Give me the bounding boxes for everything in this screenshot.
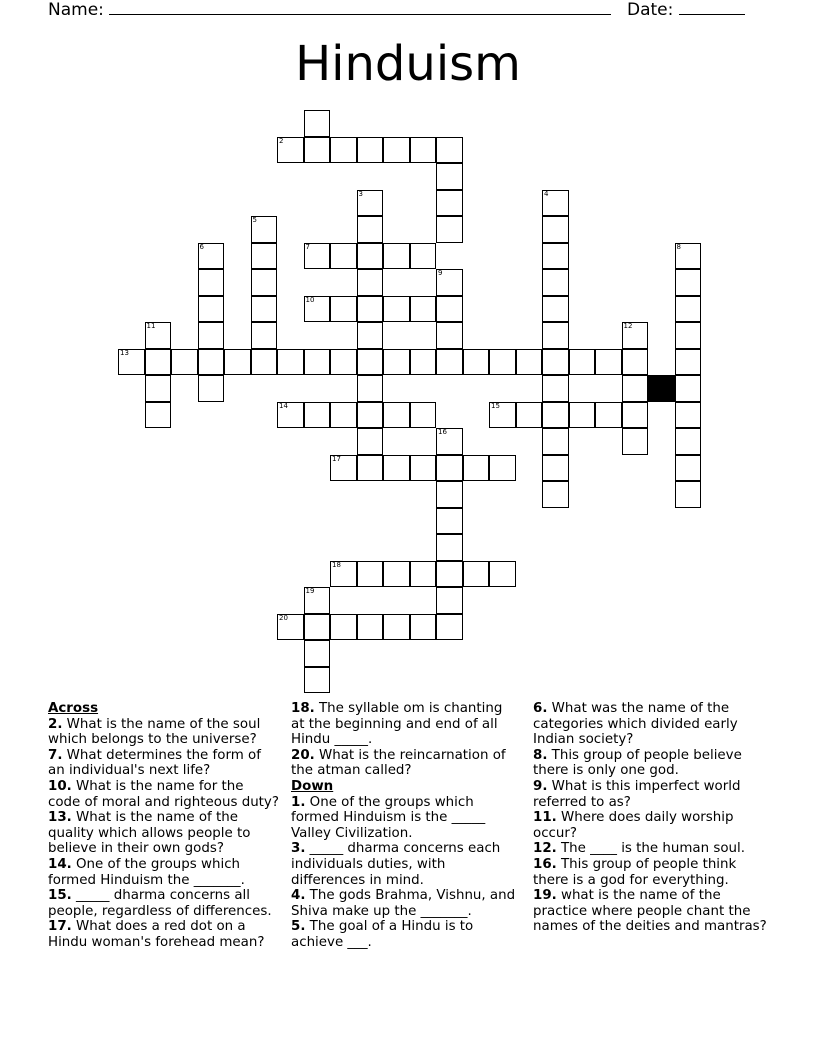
clues-column-3 (533, 701, 768, 935)
grid-cell[interactable] (145, 349, 172, 376)
down-clue-list (291, 795, 516, 951)
grid-cell[interactable] (357, 269, 384, 296)
clues-column-2 (291, 701, 516, 951)
grid-cell[interactable] (118, 349, 145, 376)
grid-cell[interactable] (330, 402, 357, 429)
grid-cell[interactable] (277, 137, 304, 164)
clue-number: 5 (252, 216, 257, 224)
date-line[interactable] (679, 0, 745, 15)
clue-text: _____ dharma concerns all people, regardless of differences. (48, 888, 272, 919)
clue-text: What is the name for the code of moral and righteous duty? (48, 778, 279, 810)
grid-cell[interactable] (410, 243, 437, 270)
grid-cell[interactable] (410, 455, 437, 482)
grid-cell[interactable] (436, 163, 463, 190)
clue-number: 19 (305, 587, 315, 595)
clue-number-label: 19. (533, 888, 557, 904)
clue-number-label: 14. (48, 856, 72, 872)
page-title: Hinduism (295, 36, 521, 92)
clue-number: 3 (358, 189, 363, 198)
grid-cell[interactable] (410, 296, 437, 323)
name-label: Name: (48, 0, 104, 20)
clue (48, 717, 280, 748)
name-field[interactable] (48, 0, 611, 20)
grid-cell[interactable] (542, 481, 569, 508)
grid-cell[interactable] (383, 296, 410, 323)
grid-cell[interactable] (357, 349, 384, 376)
grid-cell[interactable] (304, 402, 331, 429)
grid-cell[interactable] (675, 243, 702, 270)
grid-cell[interactable] (330, 455, 357, 482)
grid-cell[interactable] (383, 561, 410, 588)
across-heading: Across (48, 701, 99, 716)
clue-number-label: 5. (291, 919, 306, 935)
clue-text: what is the name of the practice where people chant the names of the deities and mantras? (533, 888, 767, 935)
clue-text: What is the reincarnation of the atman called? (291, 747, 506, 779)
clue (533, 857, 768, 888)
clue-number-label: 20. (291, 747, 315, 763)
grid-cell[interactable] (251, 269, 278, 296)
grid-cell[interactable] (436, 322, 463, 349)
clue-number-label: 16. (533, 856, 557, 872)
clue-text: One of the groups which formed Hinduism is the _____ Valley Civilization. (291, 794, 486, 841)
clue-text: What was the name of the categories which divided early Indian society? (533, 701, 738, 748)
down-heading: Down (291, 778, 334, 794)
clue-number-label: 17. (48, 919, 72, 935)
grid-cell[interactable] (569, 402, 596, 429)
clue-number-label: 1. (291, 794, 306, 810)
grid-cell[interactable] (304, 296, 331, 323)
grid-cell[interactable] (145, 402, 172, 429)
clue-number-label: 18. (291, 701, 315, 716)
grid-cell[interactable] (436, 534, 463, 561)
clue-number-label: 2. (48, 716, 63, 732)
grid-cell[interactable] (251, 349, 278, 376)
grid-cell[interactable] (198, 243, 225, 270)
clue (48, 810, 280, 857)
clue (291, 701, 516, 748)
clue-number: 10 (305, 295, 315, 304)
clue (291, 748, 516, 779)
grid-cell[interactable] (383, 455, 410, 482)
grid-cell[interactable] (251, 322, 278, 349)
grid-cell[interactable] (410, 561, 437, 588)
clue-text: The ____ is the human soul. (556, 841, 745, 857)
grid-cell[interactable] (330, 614, 357, 641)
clue-number-label: 13. (48, 810, 72, 826)
clue-number: 7 (305, 242, 310, 251)
clue (48, 888, 280, 919)
clue (48, 779, 280, 810)
across-clue-list (48, 717, 280, 951)
grid-cell[interactable] (675, 269, 702, 296)
clue (533, 841, 768, 857)
grid-cell[interactable] (489, 402, 516, 429)
grid-cell[interactable] (542, 190, 569, 217)
clue (533, 810, 768, 841)
grid-cell[interactable] (357, 614, 384, 641)
clue-number-label: 11. (533, 810, 557, 826)
grid-cell[interactable] (198, 375, 225, 402)
grid-cell[interactable] (542, 375, 569, 402)
grid-cell[interactable] (436, 481, 463, 508)
clue (533, 779, 768, 810)
grid-cell[interactable] (251, 216, 278, 243)
grid-cell[interactable] (675, 428, 702, 455)
across-clue-list-continued (291, 701, 516, 779)
grid-cell[interactable] (516, 349, 543, 376)
grid-cell[interactable] (675, 481, 702, 508)
clue-text: This group of people think there is a god for everything. (533, 856, 737, 888)
clues-column-1 (48, 701, 280, 951)
clue-text: The syllable om is chanting at the beginning and end of all Hindu _____. (291, 701, 503, 748)
grid-cell[interactable] (304, 667, 331, 694)
grid-cell[interactable] (304, 110, 331, 137)
grid-cell[interactable] (436, 561, 463, 588)
grid-cell[interactable] (330, 296, 357, 323)
clue-number: 16 (438, 428, 447, 436)
grid-cell[interactable] (357, 190, 384, 217)
clue-number: 13 (120, 348, 129, 357)
clue-number: 17 (332, 454, 341, 463)
clue-text: One of the groups which formed Hinduism the _______. (48, 856, 245, 888)
grid-cell[interactable] (304, 243, 331, 270)
grid-cell[interactable] (436, 614, 463, 641)
clue-number-label: 8. (533, 747, 548, 763)
grid-cell[interactable] (436, 508, 463, 535)
grid-cell[interactable] (145, 322, 172, 349)
grid-cell[interactable] (171, 349, 198, 376)
grid-cell[interactable] (436, 587, 463, 614)
grid-cell[interactable] (622, 322, 649, 349)
grid-cell[interactable] (304, 349, 331, 376)
clue (291, 888, 516, 919)
clue-number: 9 (438, 269, 443, 277)
grid-cell[interactable] (675, 455, 702, 482)
clue (533, 888, 768, 935)
grid-cell[interactable] (622, 428, 649, 455)
grid-cell[interactable] (436, 269, 463, 296)
grid-cell[interactable] (436, 349, 463, 376)
grid-cell[interactable] (251, 296, 278, 323)
clue-number: 12 (623, 322, 633, 330)
grid-cell[interactable] (277, 614, 304, 641)
grid-cell[interactable] (198, 322, 225, 349)
clue (291, 919, 516, 950)
clue-number-label: 12. (533, 841, 557, 857)
grid-cell[interactable] (463, 561, 490, 588)
grid-cell[interactable] (383, 349, 410, 376)
grid-cell[interactable] (595, 349, 622, 376)
clue-number: 2 (279, 136, 284, 145)
grid-cell[interactable] (357, 322, 384, 349)
grid-cell[interactable] (436, 137, 463, 164)
grid-cell[interactable] (410, 614, 437, 641)
grid-cell[interactable] (489, 349, 516, 376)
grid-cell[interactable] (145, 375, 172, 402)
grid-cell[interactable] (357, 216, 384, 243)
grid-cell[interactable] (251, 243, 278, 270)
clue-text: What is this imperfect world referred to as? (533, 778, 741, 810)
grid-cell[interactable] (542, 349, 569, 376)
clue-number-label: 10. (48, 778, 72, 794)
black-square (648, 375, 675, 402)
grid-cell[interactable] (357, 375, 384, 402)
clue (48, 748, 280, 779)
grid-cell[interactable] (357, 243, 384, 270)
grid-cell[interactable] (569, 349, 596, 376)
grid-cell[interactable] (357, 137, 384, 164)
grid-cell[interactable] (675, 322, 702, 349)
grid-cell[interactable] (489, 561, 516, 588)
grid-cell[interactable] (595, 402, 622, 429)
grid-cell[interactable] (198, 269, 225, 296)
grid-cell[interactable] (622, 375, 649, 402)
grid-cell[interactable] (436, 455, 463, 482)
date-field[interactable] (627, 0, 745, 20)
clue-text: _____ dharma concerns each individuals duties, with differences in mind. (291, 841, 501, 888)
grid-cell[interactable] (304, 614, 331, 641)
clue-number: 8 (676, 242, 681, 251)
grid-cell[interactable] (277, 402, 304, 429)
grid-cell[interactable] (383, 614, 410, 641)
clue (48, 919, 280, 950)
clue-text: What does a red dot on a Hindu woman's forehead mean? (48, 919, 265, 950)
grid-cell[interactable] (675, 296, 702, 323)
grid-cell[interactable] (489, 455, 516, 482)
grid-cell[interactable] (304, 137, 331, 164)
grid-cell[interactable] (330, 561, 357, 588)
grid-cell[interactable] (304, 640, 331, 667)
grid-cell[interactable] (410, 349, 437, 376)
grid-cell[interactable] (542, 243, 569, 270)
down-clue-list-continued (533, 701, 768, 935)
clue (48, 857, 280, 888)
grid-cell[interactable] (622, 402, 649, 429)
grid-cell[interactable] (198, 349, 225, 376)
clue-text: What is the name of the quality which allows people to believe in their own gods? (48, 810, 251, 857)
clue-number: 15 (491, 401, 500, 410)
grid-cell[interactable] (542, 428, 569, 455)
name-line[interactable] (109, 0, 611, 15)
grid-cell[interactable] (436, 216, 463, 243)
grid-cell[interactable] (463, 349, 490, 376)
grid-cell[interactable] (542, 296, 569, 323)
clue-number: 18 (332, 560, 341, 569)
clue-number-label: 15. (48, 888, 72, 904)
grid-cell[interactable] (542, 455, 569, 482)
grid-cell[interactable] (516, 402, 543, 429)
clue (533, 701, 768, 748)
grid-cell[interactable] (436, 428, 463, 455)
grid-cell[interactable] (304, 587, 331, 614)
clue-number-label: 4. (291, 888, 306, 904)
clue-number: 6 (199, 242, 204, 251)
clue-text: The gods Brahma, Vishnu, and Shiva make up the _______. (291, 888, 516, 919)
clue (291, 795, 516, 842)
clue-number: 4 (544, 189, 549, 198)
clue-number-label: 9. (533, 778, 548, 794)
grid-cell[interactable] (463, 455, 490, 482)
grid-cell[interactable] (330, 243, 357, 270)
grid-cell[interactable] (383, 243, 410, 270)
grid-cell[interactable] (675, 375, 702, 402)
clue-number: 14 (279, 401, 288, 410)
clue (533, 748, 768, 779)
clue-number-label: 3. (291, 841, 306, 857)
grid-cell[interactable] (330, 137, 357, 164)
grid-cell[interactable] (410, 137, 437, 164)
clue-text: This group of people believe there is only one god. (533, 747, 742, 779)
clue-number-label: 7. (48, 747, 63, 763)
clue (291, 841, 516, 888)
grid-cell[interactable] (622, 349, 649, 376)
grid-cell[interactable] (542, 269, 569, 296)
grid-cell[interactable] (383, 402, 410, 429)
grid-cell[interactable] (410, 402, 437, 429)
clue-text: Where does daily worship occur? (533, 810, 734, 841)
date-label: Date: (627, 0, 674, 20)
grid-cell[interactable] (675, 349, 702, 376)
grid-cell[interactable] (436, 296, 463, 323)
grid-cell[interactable] (357, 402, 384, 429)
grid-cell[interactable] (542, 216, 569, 243)
grid-cell[interactable] (330, 349, 357, 376)
clue-text: The goal of a Hindu is to achieve ___. (291, 919, 474, 950)
clue-text: What determines the form of an individual's next life? (48, 747, 261, 779)
grid-cell[interactable] (542, 322, 569, 349)
grid-cell[interactable] (357, 455, 384, 482)
grid-cell[interactable] (542, 402, 569, 429)
grid-cell[interactable] (357, 428, 384, 455)
grid-cell[interactable] (357, 561, 384, 588)
grid-cell[interactable] (277, 349, 304, 376)
grid-cell[interactable] (436, 190, 463, 217)
grid-cell[interactable] (357, 296, 384, 323)
clue-number: 11 (146, 322, 156, 330)
grid-cell[interactable] (198, 296, 225, 323)
grid-cell[interactable] (224, 349, 251, 376)
clue-number-label: 6. (533, 701, 548, 716)
grid-cell[interactable] (675, 402, 702, 429)
clue-text: What is the name of the soul which belongs to the universe? (48, 716, 261, 748)
grid-cell[interactable] (383, 137, 410, 164)
clue-number: 20 (279, 613, 288, 622)
